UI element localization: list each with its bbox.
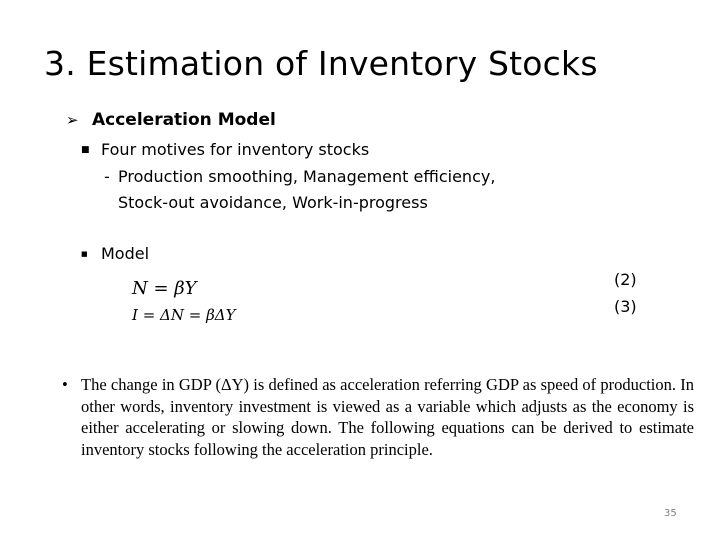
arrow-bullet-icon: ➢ — [66, 111, 79, 129]
equation-3: I = ΔN = βΔY — [132, 306, 236, 324]
page-title: 3. Estimation of Inventory Stocks — [44, 44, 598, 83]
motives-detail-line1: Production smoothing, Management efficiency, — [118, 167, 496, 186]
model-item — [81, 244, 149, 263]
round-bullet-icon: • — [62, 375, 68, 394]
motives-detail — [104, 164, 495, 216]
section-heading-text: Acceleration Model — [92, 110, 276, 130]
square-bullet-icon: ■ — [81, 145, 90, 155]
dash-bullet: - — [104, 167, 110, 186]
section-heading — [66, 110, 276, 130]
model-text: Model — [101, 244, 150, 263]
explanation-paragraph — [62, 374, 694, 460]
equation-2: N = βY — [132, 278, 197, 299]
page-number: 35 — [664, 508, 677, 519]
motives-text: Four motives for inventory stocks — [101, 140, 370, 159]
equation-2-number: (2) — [614, 270, 637, 289]
square-bullet-icon: ■ — [81, 250, 88, 258]
motives-item — [81, 140, 369, 159]
explanation-text: The change in GDP (ΔY) is defined as acceleration referring GDP as speed of production. In other words, inventory investment is viewed as a variable which adjusts as the economy is either accelerating or slowing down. The following equations can be derived to estimate inventory stocks following the acceleration principle. — [81, 375, 694, 459]
motives-detail-line2: Stock-out avoidance, Work-in-progress — [118, 193, 428, 212]
equation-3-number: (3) — [614, 297, 637, 316]
